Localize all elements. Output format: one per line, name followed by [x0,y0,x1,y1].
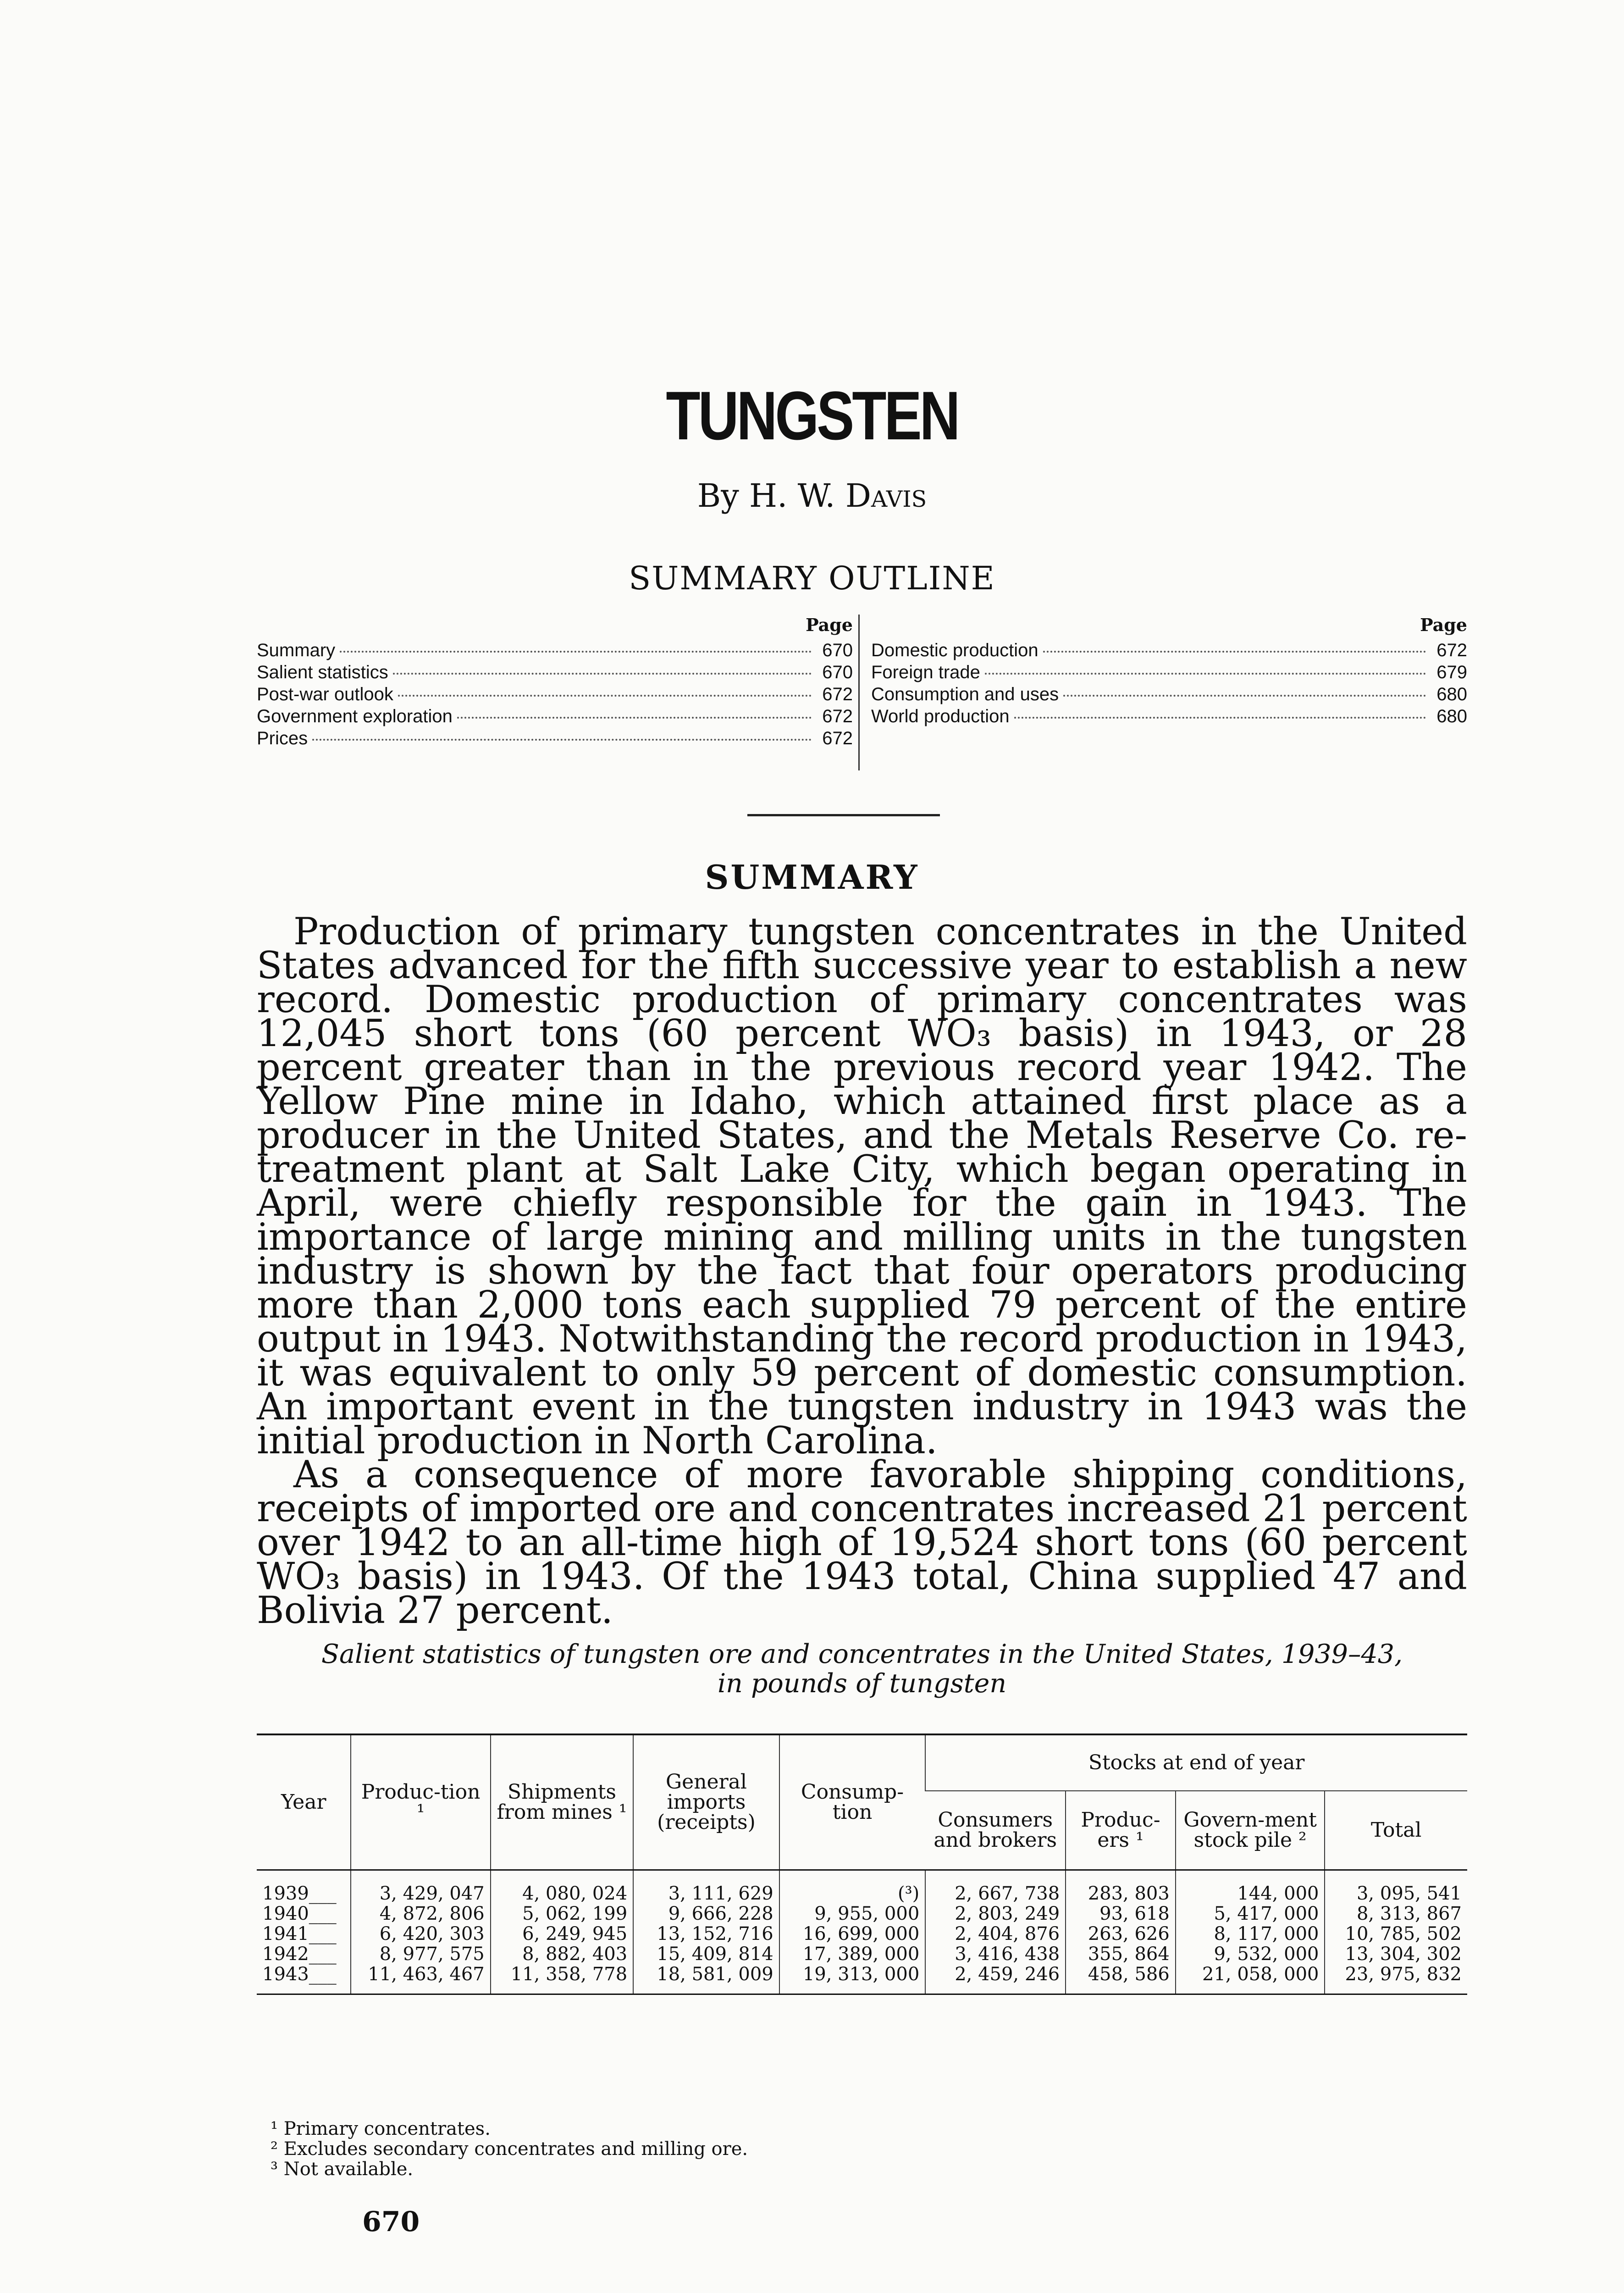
outline-entry [257,662,853,684]
dot-leader [1043,651,1426,653]
cell-government: 8, 117, 000 [1176,1924,1325,1944]
outline-entry-page: 680 [1436,684,1467,704]
cell-producers: 355, 864 [1066,1944,1176,1964]
cell-consumers: 2, 404, 876 [925,1924,1066,1944]
cell-shipments: 11, 358, 778 [491,1964,633,1994]
cell-consumption: (³) [779,1870,926,1904]
outline-divider [858,615,860,770]
dot-leader [393,673,812,675]
cell-producers: 283, 803 [1066,1870,1176,1904]
cell-shipments: 6, 249, 945 [491,1924,633,1944]
table-row [257,1944,1467,1964]
dot-leader [457,717,812,719]
table-row [257,1870,1467,1904]
cell-shipments: 8, 882, 403 [491,1944,633,1964]
col-header-stocks-group: Stocks at end of year [925,1734,1467,1791]
cell-shipments: 4, 080, 024 [491,1870,633,1904]
cell-production: 8, 977, 575 [351,1944,490,1964]
outline-entry [257,684,853,706]
outline-page-label: Page [806,615,853,635]
outline-entry-page: 679 [1436,662,1467,682]
author-name: Davis [845,477,927,515]
col-header-consumers: Consumers and brokers [934,1808,1057,1852]
cell-producers: 263, 626 [1066,1924,1176,1944]
cell-consumption: 17, 389, 000 [779,1944,926,1964]
outline-entry-label: Government exploration [257,706,453,726]
cell-consumers: 3, 416, 438 [925,1944,1066,1964]
col-header-consumption: Consump-tion [779,1734,926,1870]
outline-entry [871,640,1467,662]
summary-paragraph: As a consequence of more favorable shipping conditions, receipts of imported ore and concentrates increased 21 percent over 1942 to an all-time high of 19,524 short tons (60 percent WO₃ basis) in 1943. Of the 1943 total, China supplied 47 and Bolivia 27 percent. [257,1453,1467,1632]
outline-right-column [871,615,1467,728]
outline-entry-page: 672 [1436,640,1467,660]
chapter-title: TUNGSTEN [666,377,958,454]
outline-page-label: Page [1420,615,1467,635]
cell-imports: 18, 581, 009 [633,1964,779,1994]
outline-entry-label: Foreign trade [871,662,980,682]
table-row [257,1964,1467,1994]
cell-government: 5, 417, 000 [1176,1904,1325,1924]
cell-government: 144, 000 [1176,1870,1325,1904]
cell-producers: 458, 586 [1066,1964,1176,1994]
cell-total: 13, 304, 302 [1325,1944,1467,1964]
byline-prefix: By H. W. [697,477,835,515]
summary-heading: SUMMARY [705,858,919,897]
cell-imports: 9, 666, 228 [633,1904,779,1924]
outline-entry [871,684,1467,706]
outline-entry [871,662,1467,684]
outline-entry-page: 672 [822,728,853,748]
outline-entry-page: 672 [822,684,853,704]
cell-government: 21, 058, 000 [1176,1964,1325,1994]
cell-government: 9, 532, 000 [1176,1944,1325,1964]
summary-body [257,910,1467,1632]
cell-year: 1941___ [262,1923,337,1944]
cell-production: 4, 872, 806 [351,1904,490,1924]
section-rule [747,814,940,816]
dot-leader [1063,695,1426,697]
outline-entry [871,706,1467,728]
outline-entry-label: Post-war outlook [257,684,393,704]
table-row [257,1924,1467,1944]
footnote: ³ Not available. [271,2159,414,2180]
salient-statistics-table [257,1734,1467,1995]
outline-heading: SUMMARY OUTLINE [629,559,995,597]
col-header-government: Govern-ment stock pile ² [1176,1791,1325,1870]
outline-entry-label: Domestic production [871,640,1038,660]
byline [0,477,1624,515]
cell-production: 6, 420, 303 [351,1924,490,1944]
outline-entry-label: Summary [257,640,336,660]
outline-entry-label: Consumption and uses [871,684,1059,704]
cell-year: 1943___ [257,1964,351,1994]
cell-shipments: 5, 062, 199 [491,1904,633,1924]
cell-year: 1940___ [262,1903,337,1924]
cell-consumption: 9, 955, 000 [779,1904,926,1924]
cell-total: 10, 785, 502 [1325,1924,1467,1944]
outline-entry-label: World production [871,706,1010,726]
col-header-imports: General imports (receipts) [633,1734,779,1870]
outline-entry [257,640,853,662]
cell-producers: 93, 618 [1066,1904,1176,1924]
cell-imports: 13, 152, 716 [633,1924,779,1944]
col-header-shipments: Shipments from mines ¹ [491,1734,633,1870]
cell-total: 23, 975, 832 [1325,1964,1467,1994]
cell-production: 3, 429, 047 [351,1870,490,1904]
cell-consumption: 19, 313, 000 [779,1964,926,1994]
outline-entry-label: Prices [257,728,308,748]
outline-left-column [257,615,853,750]
cell-consumers: 2, 459, 246 [925,1964,1066,1994]
page-number: 670 [362,2206,420,2238]
caption-line: in pounds of tungsten [717,1668,1007,1699]
col-header-production: Produc-tion ¹ [351,1734,490,1870]
table-row [257,1904,1467,1924]
caption-line: Salient statistics of tungsten ore and concentrates in the United States, 1939–43, [321,1639,1403,1669]
col-header-producers: Produc-ers ¹ [1066,1791,1176,1870]
cell-year: 1939___ [262,1883,337,1904]
cell-consumers: 2, 803, 249 [925,1904,1066,1924]
col-header-year: Year [257,1734,351,1870]
dot-leader [1014,717,1426,719]
cell-total: 3, 095, 541 [1325,1870,1467,1904]
summary-paragraph: Production of primary tungsten concentrates in the United States advanced for the fifth successive year to establish a new record. Domestic production of primary concentrates was 12,045 short tons (60 percent WO₃ basis) in 1943, or 28 percent greater than in the previous record year 1942. The Yellow Pine mine in Idaho, which attained first place as a producer in the United States, and the Metals Reserve Co. re-treatment plant at Salt Lake City, which began operating in April, were chiefly responsible for the gain in 1943. The importance of large mining and milling units in the tungsten industry is shown by the fact that four operators producing more than 2,000 tons each supplied 79 percent of the entire output in 1943. Notwithstanding the record production in 1943, it was equivalent to only 59 percent of domestic consumption. An important event in the tungsten industry in 1943 was the initial production in North Carolina. [257,910,1467,1462]
dot-leader [340,651,812,653]
footnotes [271,2119,748,2179]
cell-consumers: 2, 667, 738 [925,1870,1066,1904]
cell-imports: 3, 111, 629 [633,1870,779,1904]
outline-entry [257,728,853,750]
cell-production: 11, 463, 467 [351,1964,490,1994]
dot-leader [985,673,1426,675]
dot-leader [312,739,812,741]
outline-entry [257,706,853,728]
footnote: ¹ Primary concentrates. [271,2118,491,2139]
cell-year: 1942___ [262,1944,337,1965]
table-caption [257,1639,1467,1698]
outline-entry-page: 670 [822,662,853,682]
footnote: ² Excludes secondary concentrates and milling ore. [271,2138,748,2160]
cell-total: 8, 313, 867 [1325,1904,1467,1924]
outline-entry-label: Salient statistics [257,662,388,682]
outline-entry-page: 680 [1436,706,1467,726]
outline-entry-page: 670 [822,640,853,660]
dot-leader [398,695,812,697]
outline-entry-page: 672 [822,706,853,726]
cell-imports: 15, 409, 814 [633,1944,779,1964]
col-header-total: Total [1325,1791,1467,1870]
cell-consumption: 16, 699, 000 [779,1924,926,1944]
